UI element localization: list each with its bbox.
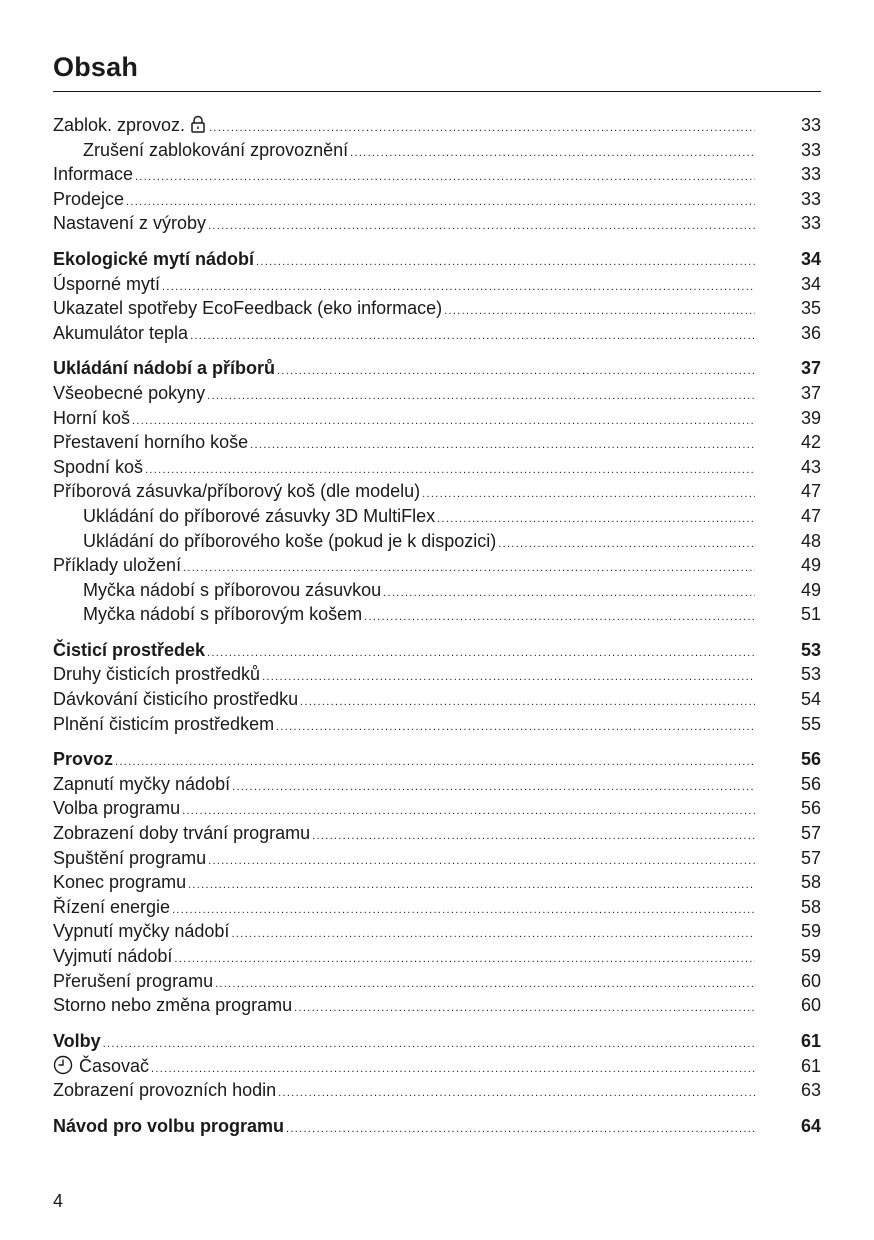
toc-entry[interactable] (53, 274, 821, 299)
toc-entry-text: Plnění čisticím prostředkem (53, 713, 275, 734)
toc-entry-label (53, 115, 207, 138)
toc-entry[interactable] (53, 946, 821, 971)
dot-leader (277, 365, 755, 377)
toc-entry-text: Spuštění programu (53, 847, 207, 868)
toc-entry-label (53, 946, 172, 967)
dot-leader (208, 220, 755, 232)
dot-leader (132, 415, 755, 427)
toc-section (53, 1116, 821, 1141)
toc-page-number: 33 (800, 115, 821, 135)
toc-entry-label (53, 1116, 284, 1137)
toc-entry-text: Příborová zásuvka/příborový koš (dle modelu) (53, 481, 421, 502)
toc-entry-label (53, 714, 274, 735)
toc-page-number: 35 (800, 298, 821, 319)
toc-entry-text: Dávkování čisticího prostředku (53, 689, 299, 710)
toc-entry-text: Ukazatel spotřeby EcoFeedback (eko informace) (53, 298, 443, 319)
toc-entry-text: Časovač (79, 1056, 150, 1077)
toc-entry-label (53, 995, 292, 1016)
dot-leader (444, 305, 755, 317)
toc-entry[interactable] (53, 689, 821, 714)
toc-entry[interactable] (53, 1055, 821, 1080)
toc-entry-label (53, 358, 275, 379)
toc-entry-label (53, 140, 348, 161)
toc-page-number: 51 (800, 604, 821, 625)
dot-leader (182, 805, 755, 817)
toc-entry[interactable] (53, 164, 821, 189)
dot-leader (232, 781, 755, 793)
toc-section (53, 640, 821, 738)
toc-entry-label (53, 298, 442, 319)
dot-leader (162, 281, 755, 293)
toc-page-number: 33 (800, 164, 821, 185)
dot-leader (126, 196, 755, 208)
toc-entry-label (53, 506, 435, 527)
toc-entry-text: Všeobecné pokyny (53, 382, 206, 403)
toc-entry[interactable] (53, 848, 821, 873)
toc-entry[interactable] (53, 774, 821, 799)
toc-entry-label (53, 689, 298, 710)
dot-leader (231, 928, 755, 940)
toc-entry-text: Ukládání nádobí a příborů (53, 358, 276, 379)
toc-entry[interactable] (53, 506, 821, 531)
toc-entry[interactable] (53, 481, 821, 506)
toc-entry-text: Prodejce (53, 188, 125, 209)
toc-entry-text: Přestavení horního koše (53, 432, 249, 453)
toc-entry[interactable] (53, 115, 821, 140)
toc-page-number: 49 (800, 555, 821, 576)
toc-entry-label (53, 189, 124, 210)
toc-page-number: 42 (800, 432, 821, 453)
toc-entry-text: Druhy čisticích prostředků (53, 664, 261, 685)
toc-entry[interactable] (53, 298, 821, 323)
toc-entry[interactable] (53, 897, 821, 922)
toc-entry-label (53, 971, 213, 992)
dot-leader (383, 587, 755, 599)
toc-entry[interactable] (53, 140, 821, 165)
toc-entry-text: Zapnutí myčky nádobí (53, 773, 231, 794)
toc-page-number: 58 (800, 896, 821, 917)
toc-entry[interactable] (53, 323, 821, 348)
toc-heading-entry[interactable] (53, 749, 821, 774)
toc-entry[interactable] (53, 432, 821, 457)
toc-entry-text: Myčka nádobí s příborovým košem (83, 604, 363, 625)
toc-entry[interactable] (53, 872, 821, 897)
toc-entry-label (53, 555, 181, 576)
toc-page-number: 57 (800, 823, 821, 844)
toc-entry-label (53, 774, 230, 795)
dot-leader (207, 647, 755, 659)
dot-leader (183, 562, 755, 574)
toc-entry-label (53, 432, 248, 453)
toc-entry-text: Provoz (53, 749, 114, 770)
toc-entry[interactable] (53, 457, 821, 482)
dot-leader (215, 978, 755, 990)
toc-entry[interactable] (53, 555, 821, 580)
toc-entry-label (53, 848, 206, 869)
dot-leader (437, 513, 755, 525)
toc-entry-label (53, 531, 496, 552)
toc-page-number: 53 (800, 639, 821, 660)
toc-section (53, 115, 821, 238)
dot-leader (312, 830, 755, 842)
toc-entry[interactable] (53, 531, 821, 556)
toc-page-number: 59 (800, 921, 821, 942)
toc-entry[interactable] (53, 823, 821, 848)
toc-entry-text: Návod pro volbu programu (53, 1115, 285, 1136)
toc-entry-text: Přerušení programu (53, 970, 214, 991)
dot-leader (188, 879, 755, 891)
toc-page-number: 47 (800, 505, 821, 526)
toc-page-number: 53 (800, 664, 821, 685)
dot-leader (364, 611, 755, 623)
toc-entry-label (53, 408, 130, 429)
toc-page-number: 61 (800, 1056, 821, 1077)
toc-page-number: 57 (800, 847, 821, 868)
table-of-contents (53, 115, 821, 1151)
toc-entry-label (53, 1080, 276, 1101)
toc-entry[interactable] (53, 383, 821, 408)
toc-page-number: 34 (800, 273, 821, 294)
dot-leader (145, 464, 755, 476)
dot-leader (276, 721, 755, 733)
toc-page-number: 63 (800, 1079, 821, 1100)
dot-leader (208, 855, 755, 867)
toc-page-number: 36 (800, 322, 821, 343)
toc-entry-text: Čisticí prostředek (53, 639, 206, 660)
toc-entry[interactable] (53, 664, 821, 689)
toc-entry-text: Zrušení zablokování zprovoznění (83, 139, 349, 160)
toc-heading-entry[interactable] (53, 249, 821, 274)
dot-leader (207, 390, 755, 402)
toc-page-number: 55 (800, 713, 821, 734)
toc-page-number: 60 (800, 970, 821, 991)
toc-section (53, 249, 821, 347)
dot-leader (135, 171, 755, 183)
toc-entry-text: Storno nebo změna programu (53, 995, 293, 1016)
dot-leader (172, 904, 755, 916)
toc-entry-text: Zobrazení provozních hodin (53, 1079, 277, 1100)
toc-entry-text: Vyjmutí nádobí (53, 946, 173, 966)
toc-entry-label (53, 921, 229, 942)
clock-icon (53, 1055, 73, 1080)
toc-page-number: 56 (800, 798, 821, 819)
toc-page-number: 64 (800, 1115, 821, 1136)
dot-leader (278, 1087, 755, 1099)
toc-entry[interactable] (53, 995, 821, 1020)
page-number: 4 (53, 1191, 64, 1211)
dot-leader (103, 1038, 755, 1050)
toc-heading-entry[interactable] (53, 640, 821, 665)
toc-entry-text: Horní koš (53, 407, 131, 428)
toc-page-number: 34 (800, 248, 821, 269)
toc-entry[interactable] (53, 971, 821, 996)
toc-entry-label (53, 798, 180, 819)
toc-entry-text: Spodní koš (53, 456, 144, 477)
toc-entry-text: Informace (53, 164, 134, 185)
toc-entry-text: Zablok. zprovoz. (53, 115, 186, 135)
toc-entry-label (53, 604, 362, 625)
dot-leader (256, 256, 755, 268)
toc-entry-label (53, 823, 310, 844)
toc-entry[interactable] (53, 1080, 821, 1105)
toc-page-number: 37 (800, 358, 821, 379)
toc-entry-label (53, 664, 260, 685)
toc-entry[interactable] (53, 798, 821, 823)
toc-entry-label (53, 580, 381, 601)
toc-entry[interactable] (53, 213, 821, 238)
toc-entry-label (53, 249, 254, 270)
dot-leader (209, 122, 755, 134)
toc-page-number: 56 (800, 773, 821, 794)
toc-entry-text: Příklady uložení (53, 555, 182, 576)
toc-section (53, 358, 821, 629)
toc-page-number: 49 (800, 579, 821, 600)
dot-leader (115, 756, 755, 768)
toc-entry-text: Volby (53, 1030, 101, 1051)
toc-page-number: 33 (800, 213, 821, 234)
toc-entry[interactable] (53, 921, 821, 946)
toc-entry-label (53, 897, 170, 918)
toc-page-number: 33 (800, 188, 821, 209)
toc-page-number: 48 (800, 530, 821, 551)
dot-leader (262, 671, 755, 683)
toc-entry[interactable] (53, 604, 821, 629)
toc-entry-label (53, 640, 205, 661)
toc-entry-text: Volba programu (53, 798, 181, 819)
toc-page-number: 47 (800, 481, 821, 502)
toc-page-number: 59 (800, 946, 821, 966)
toc-section (53, 1031, 821, 1105)
dot-leader (422, 488, 755, 500)
dot-leader (350, 147, 755, 159)
dot-leader (286, 1123, 755, 1135)
dot-leader (190, 330, 755, 342)
toc-page-number: 60 (800, 995, 821, 1016)
toc-entry-label (53, 164, 133, 185)
toc-entry[interactable] (53, 189, 821, 214)
dot-leader (250, 439, 755, 451)
dot-leader (294, 1002, 755, 1014)
toc-entry-text: Myčka nádobí s příborovou zásuvkou (83, 579, 382, 600)
toc-entry-label (53, 1055, 149, 1080)
toc-entry-text: Zobrazení doby trvání programu (53, 823, 311, 844)
toc-entry-label (53, 213, 206, 234)
toc-heading-entry[interactable] (53, 358, 821, 383)
dot-leader (174, 953, 755, 965)
toc-entry-label (53, 872, 186, 893)
toc-page-number: 61 (800, 1030, 821, 1051)
toc-entry-label (53, 274, 160, 295)
dot-leader (498, 538, 755, 550)
toc-page-number: 43 (800, 456, 821, 477)
toc-entry[interactable] (53, 408, 821, 433)
toc-page-number: 56 (800, 749, 821, 770)
toc-entry-text: Ukládání do příborové zásuvky 3D MultiFlex (83, 505, 436, 526)
title-divider (53, 91, 821, 92)
toc-page-number: 33 (800, 139, 821, 160)
toc-entry-text: Nastavení z výroby (53, 213, 207, 234)
toc-entry-text: Vypnutí myčky nádobí (53, 921, 230, 942)
toc-entry-label (53, 323, 188, 344)
toc-page-number: 58 (800, 872, 821, 893)
toc-entry[interactable] (53, 714, 821, 739)
toc-heading-entry[interactable] (53, 1031, 821, 1056)
toc-page-number: 54 (800, 689, 821, 710)
toc-section (53, 749, 821, 1020)
toc-entry-text: Ukládání do příborového koše (pokud je k dispozici) (83, 530, 497, 551)
dot-leader (151, 1063, 755, 1075)
toc-entry-text: Úsporné mytí (53, 273, 161, 294)
toc-entry-label (53, 457, 143, 478)
dot-leader (300, 696, 755, 708)
page-title: Obsah (53, 52, 139, 82)
lock-icon (189, 115, 207, 138)
toc-entry-label (53, 749, 113, 770)
toc-page-number: 37 (800, 382, 821, 403)
toc-entry-text: Konec programu (53, 872, 187, 893)
toc-heading-entry[interactable] (53, 1116, 821, 1141)
toc-entry-text: Ekologické mytí nádobí (53, 248, 255, 269)
toc-entry-label (53, 481, 420, 502)
toc-entry-text: Akumulátor tepla (53, 322, 189, 343)
toc-entry[interactable] (53, 580, 821, 605)
toc-entry-label (53, 383, 205, 404)
toc-page-number: 39 (800, 407, 821, 428)
toc-entry-label (53, 1031, 101, 1052)
toc-entry-text: Řízení energie (53, 896, 171, 917)
